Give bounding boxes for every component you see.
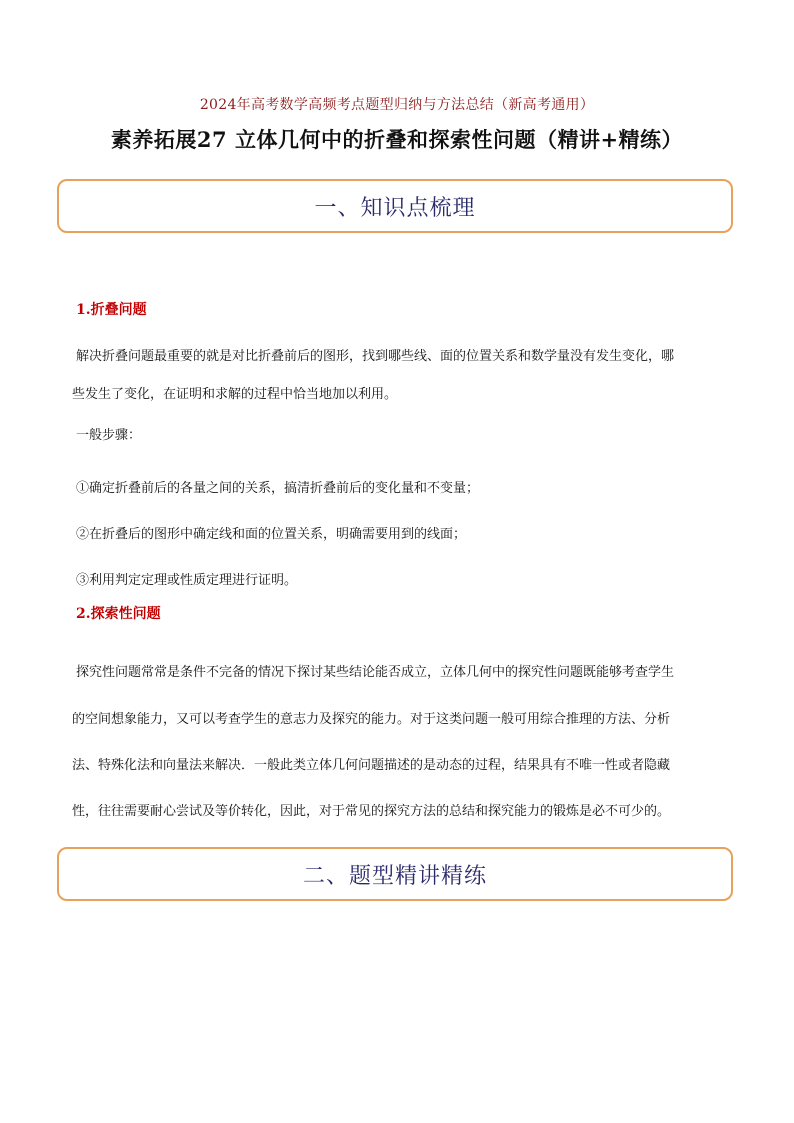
heading-folding: 1.折叠问题 bbox=[76, 302, 147, 318]
exploration-line-4: 性，往往需要耐心尝试及等价转化，因此，对于常见的探究方法的总结和探究能力的锻炼是必不可少的。 bbox=[72, 804, 671, 819]
folding-steps-label: 一般步骤： bbox=[76, 428, 142, 443]
exploration-line-2: 的空间想象能力，又可以考查学生的意志力及探究的能力。对于这类问题一般可用综合推理的方法、分析 bbox=[72, 712, 671, 727]
document-subtitle: 2024年高考数学高频考点题型归纳与方法总结（新高考通用） bbox=[199, 97, 595, 113]
folding-step-3: ③利用判定定理或性质定理进行证明。 bbox=[76, 573, 298, 588]
section-title-knowledge: 一、知识点梳理 bbox=[314, 195, 476, 221]
document-title: 素养拓展27 立体几何中的折叠和探索性问题（精讲+精练） bbox=[110, 127, 684, 152]
section-banner-practice bbox=[57, 847, 733, 901]
exploration-line-3: 法、特殊化法和向量法来解决．一般此类立体几何问题描述的是动态的过程，结果具有不唯一性或者隐藏 bbox=[72, 758, 671, 773]
exploration-line-1: 探究性问题常常是条件不完备的情况下探讨某些结论能否成立，立体几何中的探究性问题既能够考查学生 bbox=[76, 665, 675, 680]
folding-step-2: ②在折叠后的图形中确定线和面的位置关系，明确需要用到的线面； bbox=[76, 527, 467, 542]
folding-intro-line-2: 些发生了变化，在证明和求解的过程中恰当地加以利用。 bbox=[72, 387, 398, 402]
section-title-practice: 二、题型精讲精练 bbox=[302, 863, 487, 889]
section-banner-knowledge bbox=[57, 179, 733, 233]
heading-exploration: 2.探索性问题 bbox=[76, 606, 161, 622]
folding-intro-line-1: 解决折叠问题最重要的就是对比折叠前后的图形，找到哪些线、面的位置关系和数学量没有发生变化，哪 bbox=[76, 349, 675, 364]
folding-step-1: ①确定折叠前后的各量之间的关系，搞清折叠前后的变化量和不变量； bbox=[76, 481, 480, 496]
